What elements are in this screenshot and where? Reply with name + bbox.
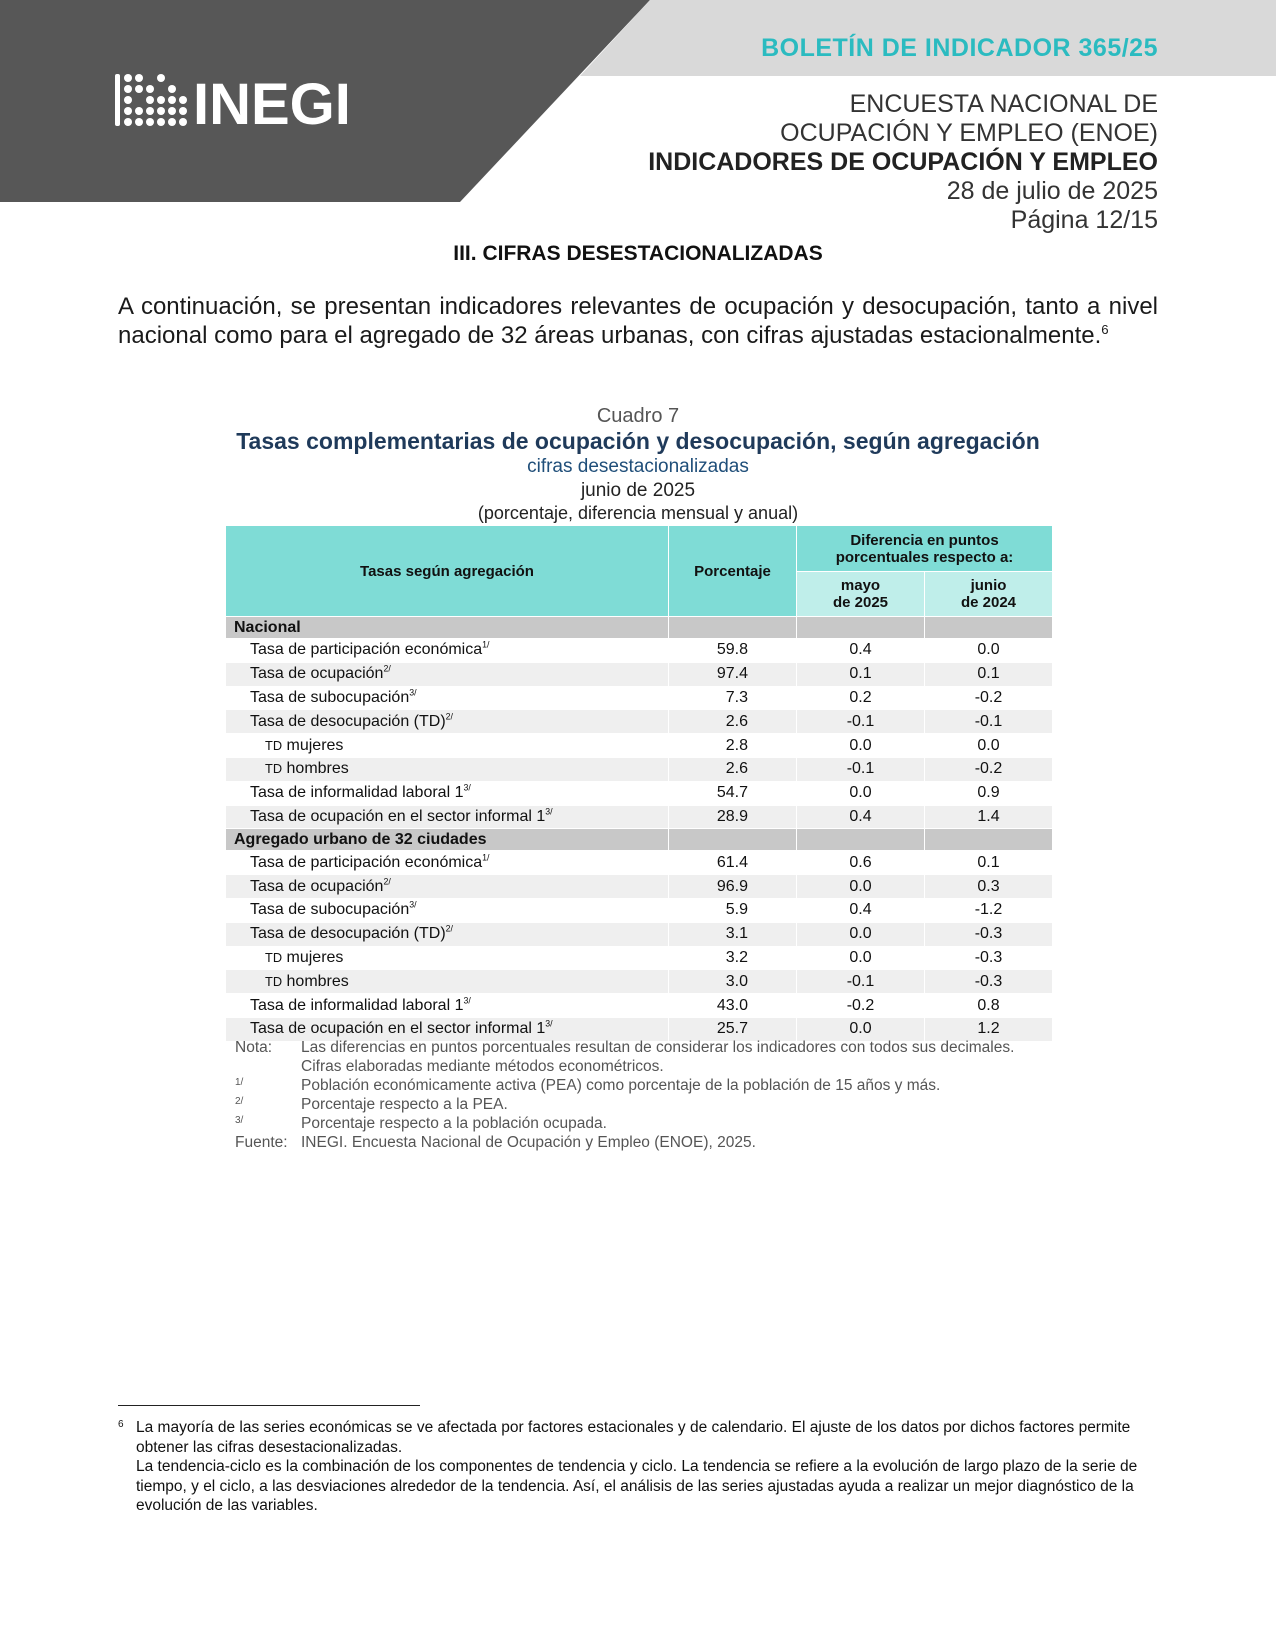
footnote-2	[235, 1095, 1047, 1114]
header-diff-group: Diferencia en puntos porcentuales respecto a:	[797, 526, 1053, 572]
row-label-text: hombres	[286, 972, 349, 990]
section-title: III. CIFRAS DESESTACIONALIZADAS	[453, 242, 823, 265]
row-label-text: Tasa de informalidad laboral 1	[250, 784, 464, 802]
page-footnote	[118, 1418, 1158, 1516]
page-footnote-para-1: La mayoría de las series económicas se ve afectada por factores estacionales y de calendario. El ajuste de los datos por dichos factores permite obtener las cifras desestacionalizadas.	[136, 1419, 1131, 1456]
intro-paragraph	[118, 292, 1158, 350]
page-footnote-mark: 6	[118, 1419, 124, 1430]
source-row	[235, 1133, 1047, 1152]
row-footnote-ref: 3/	[545, 806, 553, 817]
percentage-value: 3.1	[669, 922, 797, 946]
row-label-text: Tasa de desocupación (TD)	[250, 712, 446, 730]
table-row	[226, 994, 1053, 1018]
row-label-text: Tasa de subocupación	[250, 688, 410, 706]
monthly-diff-value: 0.4	[797, 639, 925, 663]
row-footnote-ref: 2/	[445, 923, 453, 934]
table-row	[226, 781, 1053, 805]
intro-text: A continuación, se presentan indicadores relevantes de ocupación y desocupación, tanto a nivel nacional como para el agregado de 32 áreas urbanas, con cifras ajustadas estacionalmente.	[118, 293, 1158, 349]
footnote-1-mark: 1/	[235, 1077, 244, 1088]
inegi-logo-dots-icon	[115, 74, 187, 126]
table-row	[226, 757, 1053, 781]
percentage-value: 96.9	[669, 875, 797, 899]
table-row	[226, 875, 1053, 899]
table-row	[226, 662, 1053, 686]
table-row	[226, 922, 1053, 946]
table-notes	[235, 1038, 1047, 1152]
header-pct-col: Porcentaje	[669, 526, 797, 617]
td-abbreviation: TD	[265, 761, 283, 777]
document-title: INDICADORES DE OCUPACIÓN Y EMPLEO	[648, 148, 1158, 176]
percentage-value: 54.7	[669, 781, 797, 805]
rates-table	[225, 525, 1053, 1042]
monthly-diff-value: 0.0	[797, 1017, 925, 1041]
monthly-diff-value: 0.2	[797, 686, 925, 710]
row-label-text: Tasa de subocupación	[250, 901, 410, 919]
row-label-text: hombres	[286, 760, 349, 778]
footnote-3-mark: 3/	[235, 1115, 244, 1126]
row-footnote-ref: 3/	[409, 687, 417, 698]
monthly-diff-value: 0.0	[797, 946, 925, 970]
table-title: Tasas complementarias de ocupación y desocupación, según agregación	[236, 428, 1040, 454]
row-label-text: Tasa de informalidad laboral 1	[250, 996, 464, 1014]
table-body	[226, 617, 1053, 1042]
footnote-2-mark: 2/	[235, 1096, 244, 1107]
percentage-value: 7.3	[669, 686, 797, 710]
table-row	[226, 686, 1053, 710]
table-row	[226, 710, 1053, 734]
inegi-logo	[115, 72, 385, 128]
row-footnote-ref: 2/	[445, 711, 453, 722]
td-abbreviation: TD	[265, 973, 283, 989]
footnote-divider	[118, 1405, 420, 1406]
survey-line-1: ENCUESTA NACIONAL DE	[849, 90, 1158, 118]
note-row	[235, 1038, 1047, 1057]
monthly-diff-value: 0.0	[797, 781, 925, 805]
monthly-diff-value: -0.1	[797, 710, 925, 734]
annual-diff-value: -0.2	[925, 757, 1053, 781]
note-text: Las diferencias en puntos porcentuales resultan de considerar los indicadores con todos sus decimales.	[301, 1039, 1015, 1056]
row-footnote-ref: 1/	[482, 852, 490, 863]
monthly-diff-value: 0.0	[797, 922, 925, 946]
percentage-value: 3.0	[669, 970, 797, 994]
annual-diff-value: 1.2	[925, 1017, 1053, 1041]
group-name: Nacional	[226, 617, 669, 639]
intro-footnote-ref[interactable]: 6	[1101, 322, 1109, 337]
percentage-value: 2.6	[669, 757, 797, 781]
row-label-text: Tasa de ocupación en el sector informal 1	[250, 1020, 546, 1038]
annual-diff-value: 0.3	[925, 875, 1053, 899]
row-label	[226, 805, 669, 829]
annual-diff-value: 0.1	[925, 662, 1053, 686]
table-row	[226, 898, 1053, 922]
logo-wordmark: INEGI	[193, 72, 351, 128]
footnote-1	[235, 1076, 1047, 1095]
monthly-diff-value: -0.2	[797, 994, 925, 1018]
row-label-text: Tasa de ocupación	[250, 877, 384, 895]
row-label	[226, 922, 669, 946]
row-footnote-ref: 1/	[482, 640, 490, 651]
td-abbreviation: TD	[265, 949, 283, 965]
row-label	[226, 875, 669, 899]
table-period: junio de 2025	[580, 480, 696, 501]
annual-diff-value: 0.0	[925, 639, 1053, 663]
percentage-value: 2.6	[669, 710, 797, 734]
row-footnote-ref: 2/	[383, 876, 391, 887]
table-row	[226, 946, 1053, 970]
table-row	[226, 851, 1053, 875]
row-label-text: Tasa de desocupación (TD)	[250, 925, 446, 943]
annual-diff-value: 0.9	[925, 781, 1053, 805]
td-abbreviation: TD	[265, 737, 283, 753]
row-label-text: Tasa de ocupación en el sector informal 1	[250, 807, 546, 825]
annual-diff-value: -1.2	[925, 898, 1053, 922]
percentage-value: 28.9	[669, 805, 797, 829]
percentage-value: 59.8	[669, 639, 797, 663]
row-label	[226, 639, 669, 663]
percentage-value: 61.4	[669, 851, 797, 875]
group-row	[226, 829, 1053, 851]
row-footnote-ref: 3/	[409, 900, 417, 911]
annual-diff-value: 0.0	[925, 734, 1053, 758]
row-label	[226, 710, 669, 734]
table-row	[226, 970, 1053, 994]
monthly-diff-value: -0.1	[797, 757, 925, 781]
annual-diff-value: -0.2	[925, 686, 1053, 710]
annual-diff-value: 0.1	[925, 851, 1053, 875]
header-prev-year: junio de 2024	[925, 572, 1053, 617]
monthly-diff-value: 0.0	[797, 875, 925, 899]
row-label	[226, 686, 669, 710]
source-text: INEGI. Encuesta Nacional de Ocupación y Empleo (ENOE), 2025.	[301, 1134, 756, 1151]
note-text-2: Cifras elaboradas mediante métodos econométricos.	[301, 1058, 664, 1075]
source-label: Fuente:	[235, 1134, 288, 1151]
table-units: (porcentaje, diferencia mensual y anual)	[477, 503, 799, 523]
note-label: Nota:	[235, 1039, 273, 1056]
percentage-value: 25.7	[669, 1017, 797, 1041]
row-footnote-ref: 3/	[463, 995, 471, 1006]
bulletin-number: BOLETÍN DE INDICADOR 365/25	[761, 34, 1158, 62]
percentage-value: 3.2	[669, 946, 797, 970]
page-footnote-para-2: La tendencia-ciclo es la combinación de los componentes de tendencia y ciclo. La tendencia se refiere a la evolución de largo plazo de la serie de tiempo, y el ciclo, a las desviaciones alrededor de la tendencia. Así, el análisis de las series ajustadas ayuda a realizar un mejor diagnóstico de la evolución de las variables.	[136, 1458, 1138, 1514]
monthly-diff-value: 0.1	[797, 662, 925, 686]
annual-diff-value: 1.4	[925, 805, 1053, 829]
row-label	[226, 757, 669, 781]
header-prev-month: mayo de 2025	[797, 572, 925, 617]
monthly-diff-value: 0.4	[797, 898, 925, 922]
annual-diff-value: -0.3	[925, 946, 1053, 970]
row-label-text: Tasa de participación económica	[250, 853, 483, 871]
row-label	[226, 898, 669, 922]
table-caption: Cuadro 7	[596, 405, 680, 427]
row-label-text: mujeres	[286, 736, 344, 754]
percentage-value: 5.9	[669, 898, 797, 922]
annual-diff-value: -0.3	[925, 922, 1053, 946]
publication-date: 28 de julio de 2025	[946, 177, 1158, 205]
annual-diff-value: 0.8	[925, 994, 1053, 1018]
monthly-diff-value: -0.1	[797, 970, 925, 994]
row-label	[226, 970, 669, 994]
row-label	[226, 851, 669, 875]
header-text-block	[648, 90, 1158, 235]
row-label	[226, 781, 669, 805]
row-footnote-ref: 2/	[383, 663, 391, 674]
annual-diff-value: -0.1	[925, 710, 1053, 734]
table-subtitle: cifras desestacionalizadas	[527, 456, 749, 477]
row-label	[226, 946, 669, 970]
annual-diff-value: -0.3	[925, 970, 1053, 994]
row-label	[226, 734, 669, 758]
table-row	[226, 734, 1053, 758]
table-row	[226, 805, 1053, 829]
row-label-text: Tasa de ocupación	[250, 665, 384, 683]
note-row-2	[235, 1057, 1047, 1076]
footnote-3-text: Porcentaje respecto a la población ocupada.	[301, 1115, 607, 1132]
monthly-diff-value: 0.6	[797, 851, 925, 875]
group-name: Agregado urbano de 32 ciudades	[226, 829, 669, 851]
row-footnote-ref: 3/	[545, 1019, 553, 1030]
percentage-value: 2.8	[669, 734, 797, 758]
row-label	[226, 662, 669, 686]
row-label	[226, 994, 669, 1018]
header-label-col: Tasas según agregación	[226, 526, 669, 617]
monthly-diff-value: 0.4	[797, 805, 925, 829]
percentage-value: 43.0	[669, 994, 797, 1018]
percentage-value: 97.4	[669, 662, 797, 686]
group-row	[226, 617, 1053, 639]
survey-line-2: OCUPACIÓN Y EMPLEO (ENOE)	[780, 119, 1158, 147]
footnote-1-text: Población económicamente activa (PEA) como porcentaje de la población de 15 años y más.	[301, 1077, 941, 1094]
footnote-3	[235, 1114, 1047, 1133]
page-number: Página 12/15	[1010, 206, 1158, 234]
row-footnote-ref: 3/	[463, 782, 471, 793]
row-label-text: Tasa de participación económica	[250, 641, 483, 659]
table-row	[226, 639, 1053, 663]
row-label-text: mujeres	[286, 948, 344, 966]
monthly-diff-value: 0.0	[797, 734, 925, 758]
footnote-2-text: Porcentaje respecto a la PEA.	[301, 1096, 508, 1113]
